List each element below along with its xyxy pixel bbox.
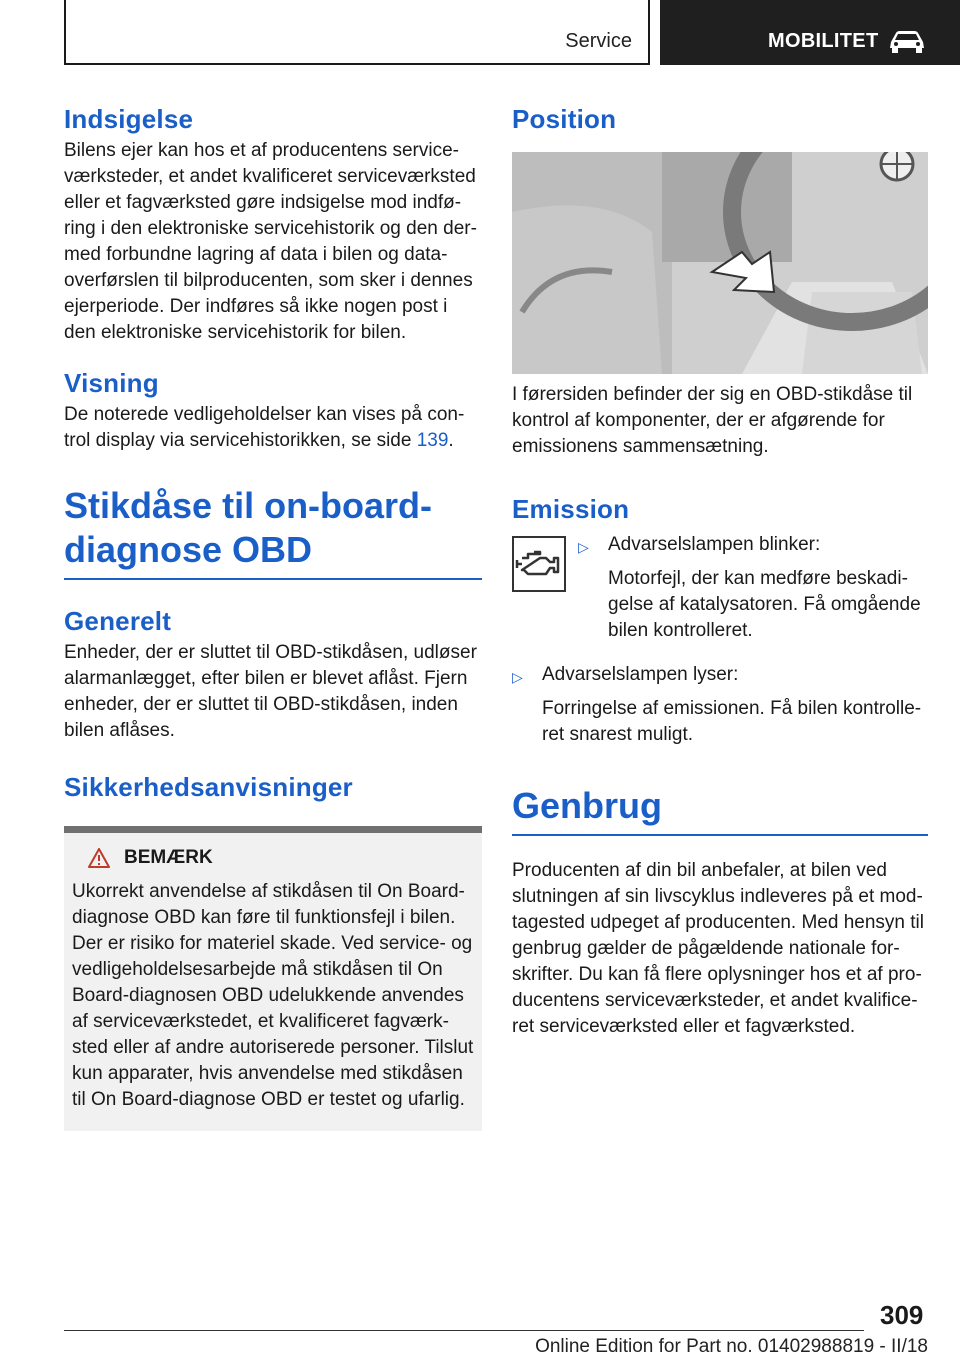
bullet-blink-detail: Motorfejl, der kan medføre beskadigelse af katalysatoren. Få omgående bilen kontrolleret. (608, 568, 921, 641)
obd-location-photo (512, 152, 928, 374)
visning-text: De noterede vedligeholdelser kan vises på control display via servicehistorikken, se side (64, 404, 465, 451)
bullet-triangle-icon: ▷ (578, 539, 589, 555)
section-divider (64, 578, 482, 580)
obd-section-title: Stikdåse til on-board-diagnose OBD (64, 485, 433, 570)
obd-location-illustration (512, 152, 928, 374)
position-heading: Position (512, 104, 617, 134)
bullet-blink (578, 532, 928, 560)
bullet-blink-text: Advarselslampen blinker: (608, 534, 821, 555)
bullet-steady-text: Advarselslampen lyser: (542, 664, 739, 685)
bullet-steady (512, 662, 928, 690)
engine-icon (514, 538, 564, 590)
genbrug-section-title: Genbrug (512, 785, 662, 826)
position-text: I førersiden befinder der sig en OBD-stikdåse til kontrol af komponenter, der er afgørende for emissionens sammensætning. (512, 384, 913, 457)
notice-box (64, 826, 482, 1131)
header-chapter-title: MOBILITET (768, 30, 879, 52)
visning-heading: Visning (64, 368, 159, 398)
notice-label: BEMÆRK (124, 847, 213, 868)
footer-edition: Online Edition for Part no. 01402988819 - II/18 (535, 1336, 928, 1357)
header-chapter-box (660, 0, 960, 65)
warning-triangle-icon (88, 848, 110, 868)
right-column (512, 102, 928, 1040)
notice-header (88, 847, 474, 869)
page-number: 309 (880, 1300, 924, 1330)
page-link-139[interactable]: 139 (416, 430, 449, 451)
engine-warning-icon-box (512, 536, 566, 592)
left-column (64, 102, 482, 1131)
indsigelse-text: Bilens ejer kan hos et af producentens serviceværksteder, et andet kvalificeret serviceværksted eller et fagværksted gøre indsigelse mod indføring i den elektroniske servicehistorik og den dermed forbundne lagring af data i bilen og dataoverførslen til bilproducenten, som sker i dennes ejerperiode. Der indføres så ikke nogen post i den elektroniske servicehistorik for bilen. (64, 140, 477, 343)
header-section-title: Service (565, 30, 632, 52)
generelt-heading: Generelt (64, 606, 172, 636)
bullet-steady-detail: Forringelse af emissionen. Få bilen kontrolleret snarest muligt. (542, 698, 922, 745)
emission-heading: Emission (512, 494, 630, 524)
notice-text: Ukorrekt anvendelse af stikdåsen til On Board-diagnose OBD kan føre til funktionsfejl i bilen. Der er risiko for materiel skade. Ved service- og vedligeholdelsesarbejde må stikdåsen til On Board-diagnosen OBD udelukkende anvendes af serviceværkstedet, et kvalificeret fagværksted eller af andre autoriserede personer. Tilslut kun apparater, hvis anvendelse med stikdåsen til On Board-diagnose OBD er testet og ufarlig. (72, 881, 474, 1110)
bullet-triangle-icon: ▷ (512, 669, 523, 685)
footer-rule (64, 1330, 864, 1331)
emission-item-steady (512, 662, 928, 748)
header-section-box (64, 0, 650, 65)
sikkerhed-heading: Sikkerhedsanvisninger (64, 772, 353, 802)
visning-paragraph (64, 402, 482, 454)
visning-end: . (448, 430, 454, 451)
genbrug-text: Producenten af din bil anbefaler, at bilen ved slutningen af sin livscyklus indleveres på et modtagested udpeget af producenten. Med hensyn til genbrug gælder de pågældende nationale forskrifter. Du kan få flere oplysninger hos et af producentens serviceværksteder, et andet kvalificeret serviceværksted eller et fagværksted. (512, 860, 924, 1037)
emission-item-blink (512, 532, 928, 644)
car-icon (888, 28, 926, 54)
generelt-text: Enheder, der er sluttet til OBD-stikdåsen, udløser alarmanlægget, efter bilen er blevet aflåst. Fjern enheder, der er sluttet til OBD-stikdåsen, inden bilen aflåses. (64, 642, 477, 741)
indsigelse-heading: Indsigelse (64, 104, 194, 134)
section-divider (512, 834, 928, 836)
